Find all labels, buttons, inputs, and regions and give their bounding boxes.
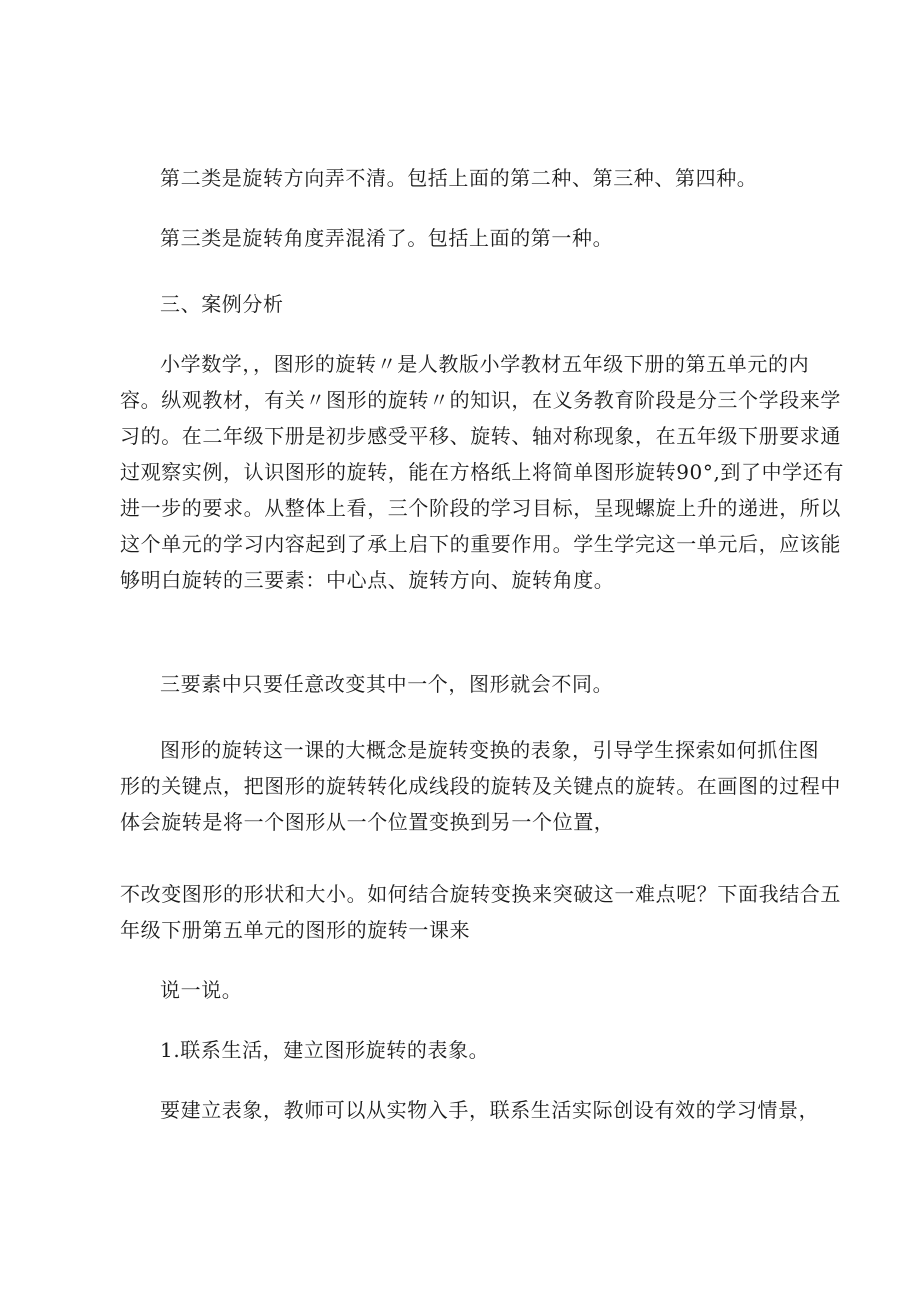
text-line: 小学数学，，图形的旋转〃是人教版小学教材五年级下册的第五单元的内	[160, 352, 810, 376]
text-line: 进一步的要求。从整体上看，三个阶段的学习目标，呈现螺旋上升的递进，所以	[120, 496, 841, 520]
text-line: 第三类是旋转角度弄混淆了。包括上面的第一种。	[160, 226, 614, 250]
heading-text: 三、案例分析	[160, 292, 284, 316]
text-line: 要建立表象，教师可以从实物入手，联系生活实际创设有效的学习情景，	[160, 1098, 820, 1122]
paragraph-build-representation	[160, 1092, 819, 1128]
paragraph-shape-unchanged	[120, 876, 841, 948]
text-line: 体会旋转是将一个图形从一个位置变换到另一个位置，	[120, 810, 615, 834]
text-line: 形的关键点，把图形的旋转转化成线段的旋转及关键点的旋转。在画图的过程中	[120, 774, 841, 798]
paragraph-error-type-2	[160, 160, 757, 196]
section-heading-case-analysis	[160, 286, 284, 322]
text-line: 过观察实例，认识图形的旋转，能在方格纸上将简单图形旋转90°,到了中学还有	[120, 460, 845, 484]
paragraph-big-concept	[120, 732, 841, 840]
paragraph-error-type-3	[160, 220, 613, 256]
text-line: 习的。在二年级下册是初步感受平移、旋转、轴对称现象，在五年级下册要求通	[120, 424, 841, 448]
paragraph-case-intro	[120, 346, 844, 598]
text-line: 第二类是旋转方向弄不清。包括上面的第二种、第三种、第四种。	[160, 166, 758, 190]
text-line: 够明白旋转的三要素：中心点、旋转方向、旋转角度。	[120, 568, 615, 592]
text-line: 说一说。	[160, 978, 243, 1002]
list-item-1-heading	[160, 1032, 489, 1068]
text-line: 这个单元的学习内容起到了承上启下的重要作用。学生学完这一单元后，应该能	[120, 532, 841, 556]
text-line: 容。纵观教材，有关〃图形的旋转〃的知识，在义务教育阶段是分三个学段来学	[120, 388, 841, 412]
text-line: 1.联系生活，建立图形旋转的表象。	[160, 1038, 490, 1062]
text-line: 图形的旋转这一课的大概念是旋转变换的表象，引导学生探索如何抓住图	[160, 738, 820, 762]
paragraph-say	[160, 972, 242, 1008]
text-line: 三要素中只要任意改变其中一个，图形就会不同。	[160, 672, 614, 696]
text-line: 不改变图形的形状和大小。如何结合旋转变换来突破这一难点呢？下面我结合五	[120, 882, 841, 906]
paragraph-three-elements	[160, 666, 613, 702]
text-line: 年级下册第五单元的图形的旋转一课来	[120, 918, 471, 942]
